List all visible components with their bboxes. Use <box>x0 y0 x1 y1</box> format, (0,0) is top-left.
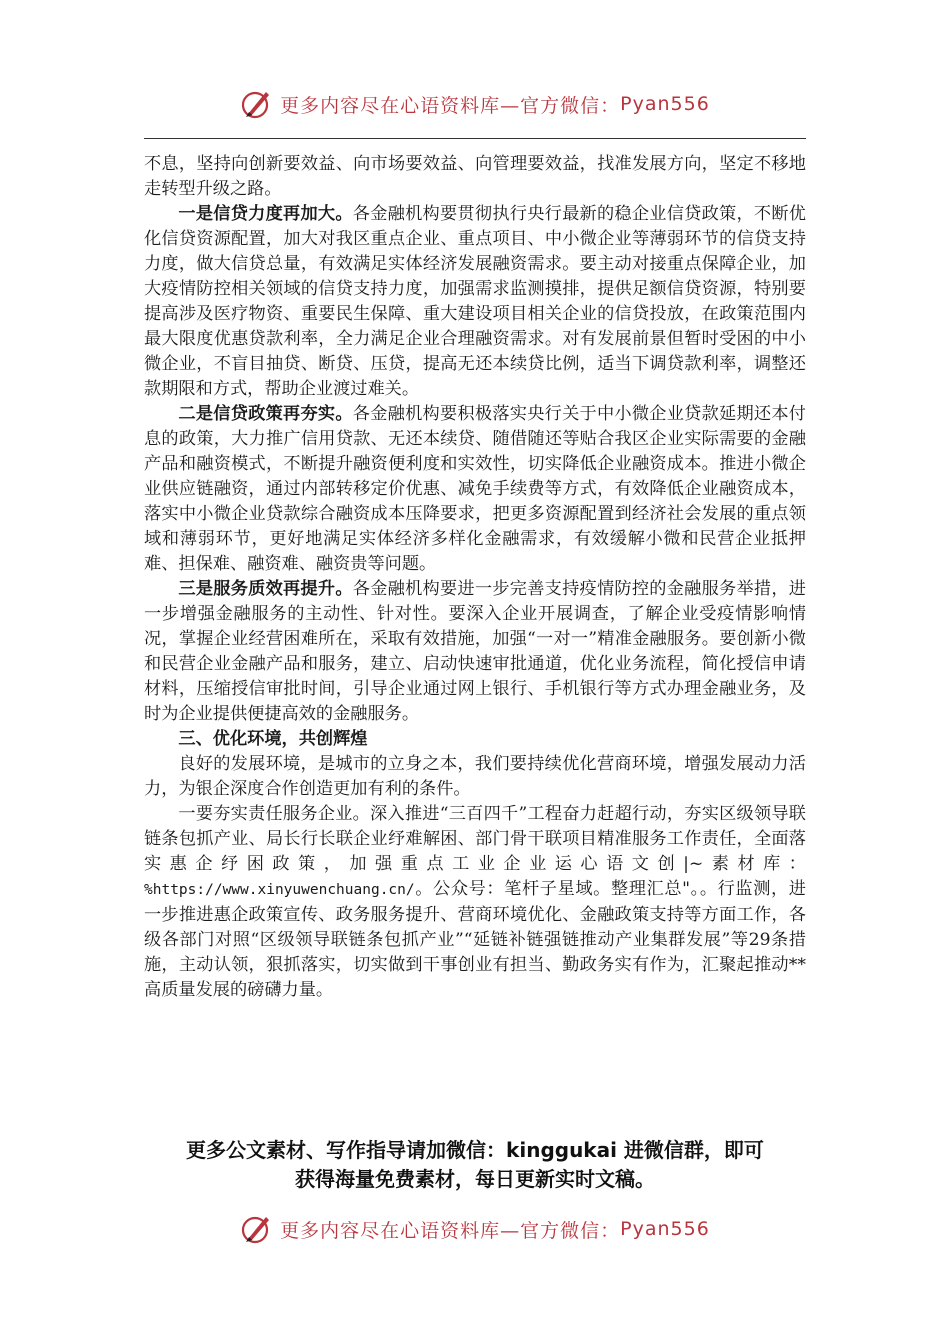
banner-brand: Pyan556 <box>620 1218 710 1240</box>
promo-line-2: 获得海量免费素材，每日更新实时文稿。 <box>295 1167 655 1191</box>
paragraph-credit-policy <box>144 402 806 577</box>
paragraph-text: 良好的发展环境，是城市的立身之本，我们要持续优化营商环境，增强发展动力活力，为银企深度合作创造更加有利的条件。 <box>144 754 806 799</box>
paragraph-text: 。公众号：笔杆子星域。整理汇总"。。行监测，进一步推进惠企政策宣传、政务服务提升、营商环境优化、金融政策支持等方面工作，各级各部门对照“区级领导联链条包抓产业”“延链补链强链推动产业集群发展”等29条措施，主动认领，狠抓落实，切实做到干事创业有担当、勤政务实有作为，汇聚起推动**高质量发展的磅礴力量。 <box>144 879 806 1000</box>
paragraph-text: 各金融机构要贯彻执行央行最新的稳企业信贷政策，不断优化信贷资源配置，加大对我区重点企业、重点项目、中小微企业等薄弱环节的信贷支持力度，做大信贷总量，有效满足实体经济发展融资需求。要主动对接重点保障企业，加大疫情防控相关领域的信贷支持力度，加强需求监测摸排，提供足额信贷资源，特别要提高涉及医疗物资、重要民生保障、重大建设项目相关企业的信贷投放，在政策范围内最大限度优惠贷款利率，全力满足企业合理融资需求。对有发展前景但暂时受困的中小微企业，不盲目抽贷、断贷、压贷，提高无还本续贷比例，适当下调贷款利率，调整还款期限和方式，帮助企业渡过难关。 <box>144 204 806 399</box>
header-banner <box>0 84 950 124</box>
paragraph-environment <box>144 752 806 802</box>
paragraph-lead: 一是信贷力度再加大。 <box>178 204 353 224</box>
paragraph-credit-strength <box>144 202 806 402</box>
section-heading-text: 三、优化环境，共创辉煌 <box>178 729 368 749</box>
promo-notice <box>100 1136 850 1194</box>
paragraph-text: 各金融机构要进一步完善支持疫情防控的金融服务举措，进一步增强金融服务的主动性、针对性。要深入企业开展调查，了解企业受疫情影响情况，掌握企业经营困难所在，采取有效措施，加强“一对一”精准金融服务。要创新小微和民营企业金融产品和服务，建立、启动快速审批通道，优化业务流程，简化授信申请材料，压缩授信审批时间，引导企业通过网上银行、手机银行等方式办理金融业务，及时为企业提供便捷高效的金融服务。 <box>144 579 806 724</box>
paragraph-text: 不息，坚持向创新要效益、向市场要效益、向管理要效益，找准发展方向，坚定不移地走转型升级之路。 <box>144 154 806 199</box>
paragraph-service-quality <box>144 577 806 727</box>
banner-text: 更多内容尽在心语资料库—官方微信： <box>280 1219 621 1242</box>
paragraph-responsibility <box>144 802 806 1003</box>
section-heading <box>144 727 806 752</box>
banner-text: 更多内容尽在心语资料库—官方微信： <box>280 94 621 117</box>
paragraph-lead: 二是信贷政策再夯实。 <box>178 404 353 424</box>
banner-brand: Pyan556 <box>620 93 710 115</box>
quill-pen-logo-icon <box>240 87 274 121</box>
header-divider <box>144 138 806 139</box>
paragraph-text: 各金融机构要积极落实央行关于中小微企业贷款延期还本付息的政策，大力推广信用贷款、无还本续贷、随借随还等贴合我区企业实际需要的金融产品和融资模式，不断提升融资便利度和实效性，切实降低企业融资成本。推进小微企业供应链融资，通过内部转移定价优惠、减免手续费等方式，有效降低企业融资成本，落实中小微企业贷款综合融资成本压降要求，把更多资源配置到经济社会发展的重点领域和薄弱环节，更好地满足实体经济多样化金融需求，有效缓解小微和民营企业抵押难、担保难、融资难、融资贵等问题。 <box>144 404 806 574</box>
footer-banner <box>0 1209 950 1249</box>
quill-pen-logo-icon <box>240 1212 274 1246</box>
paragraph-text: 一要夯实责任服务企业。深入推进“三百四千”工程奋力赶超行动，夯实区级领导联链条包抓产业、局长行长联企业纾难解困、部门骨干联项目精准服务工作责任，全面落实惠企纾困政策，加强重点工业企业运心语文创|~素材库： <box>144 804 806 874</box>
embedded-url: %https://www.xinyuwenchuang.cn/ <box>144 882 415 898</box>
document-body <box>144 152 806 1003</box>
paragraph-continued <box>144 152 806 202</box>
paragraph-lead: 三是服务质效再提升。 <box>178 579 353 599</box>
promo-line-1: 更多公文素材、写作指导请加微信：kinggukai 进微信群，即可 <box>186 1138 764 1162</box>
